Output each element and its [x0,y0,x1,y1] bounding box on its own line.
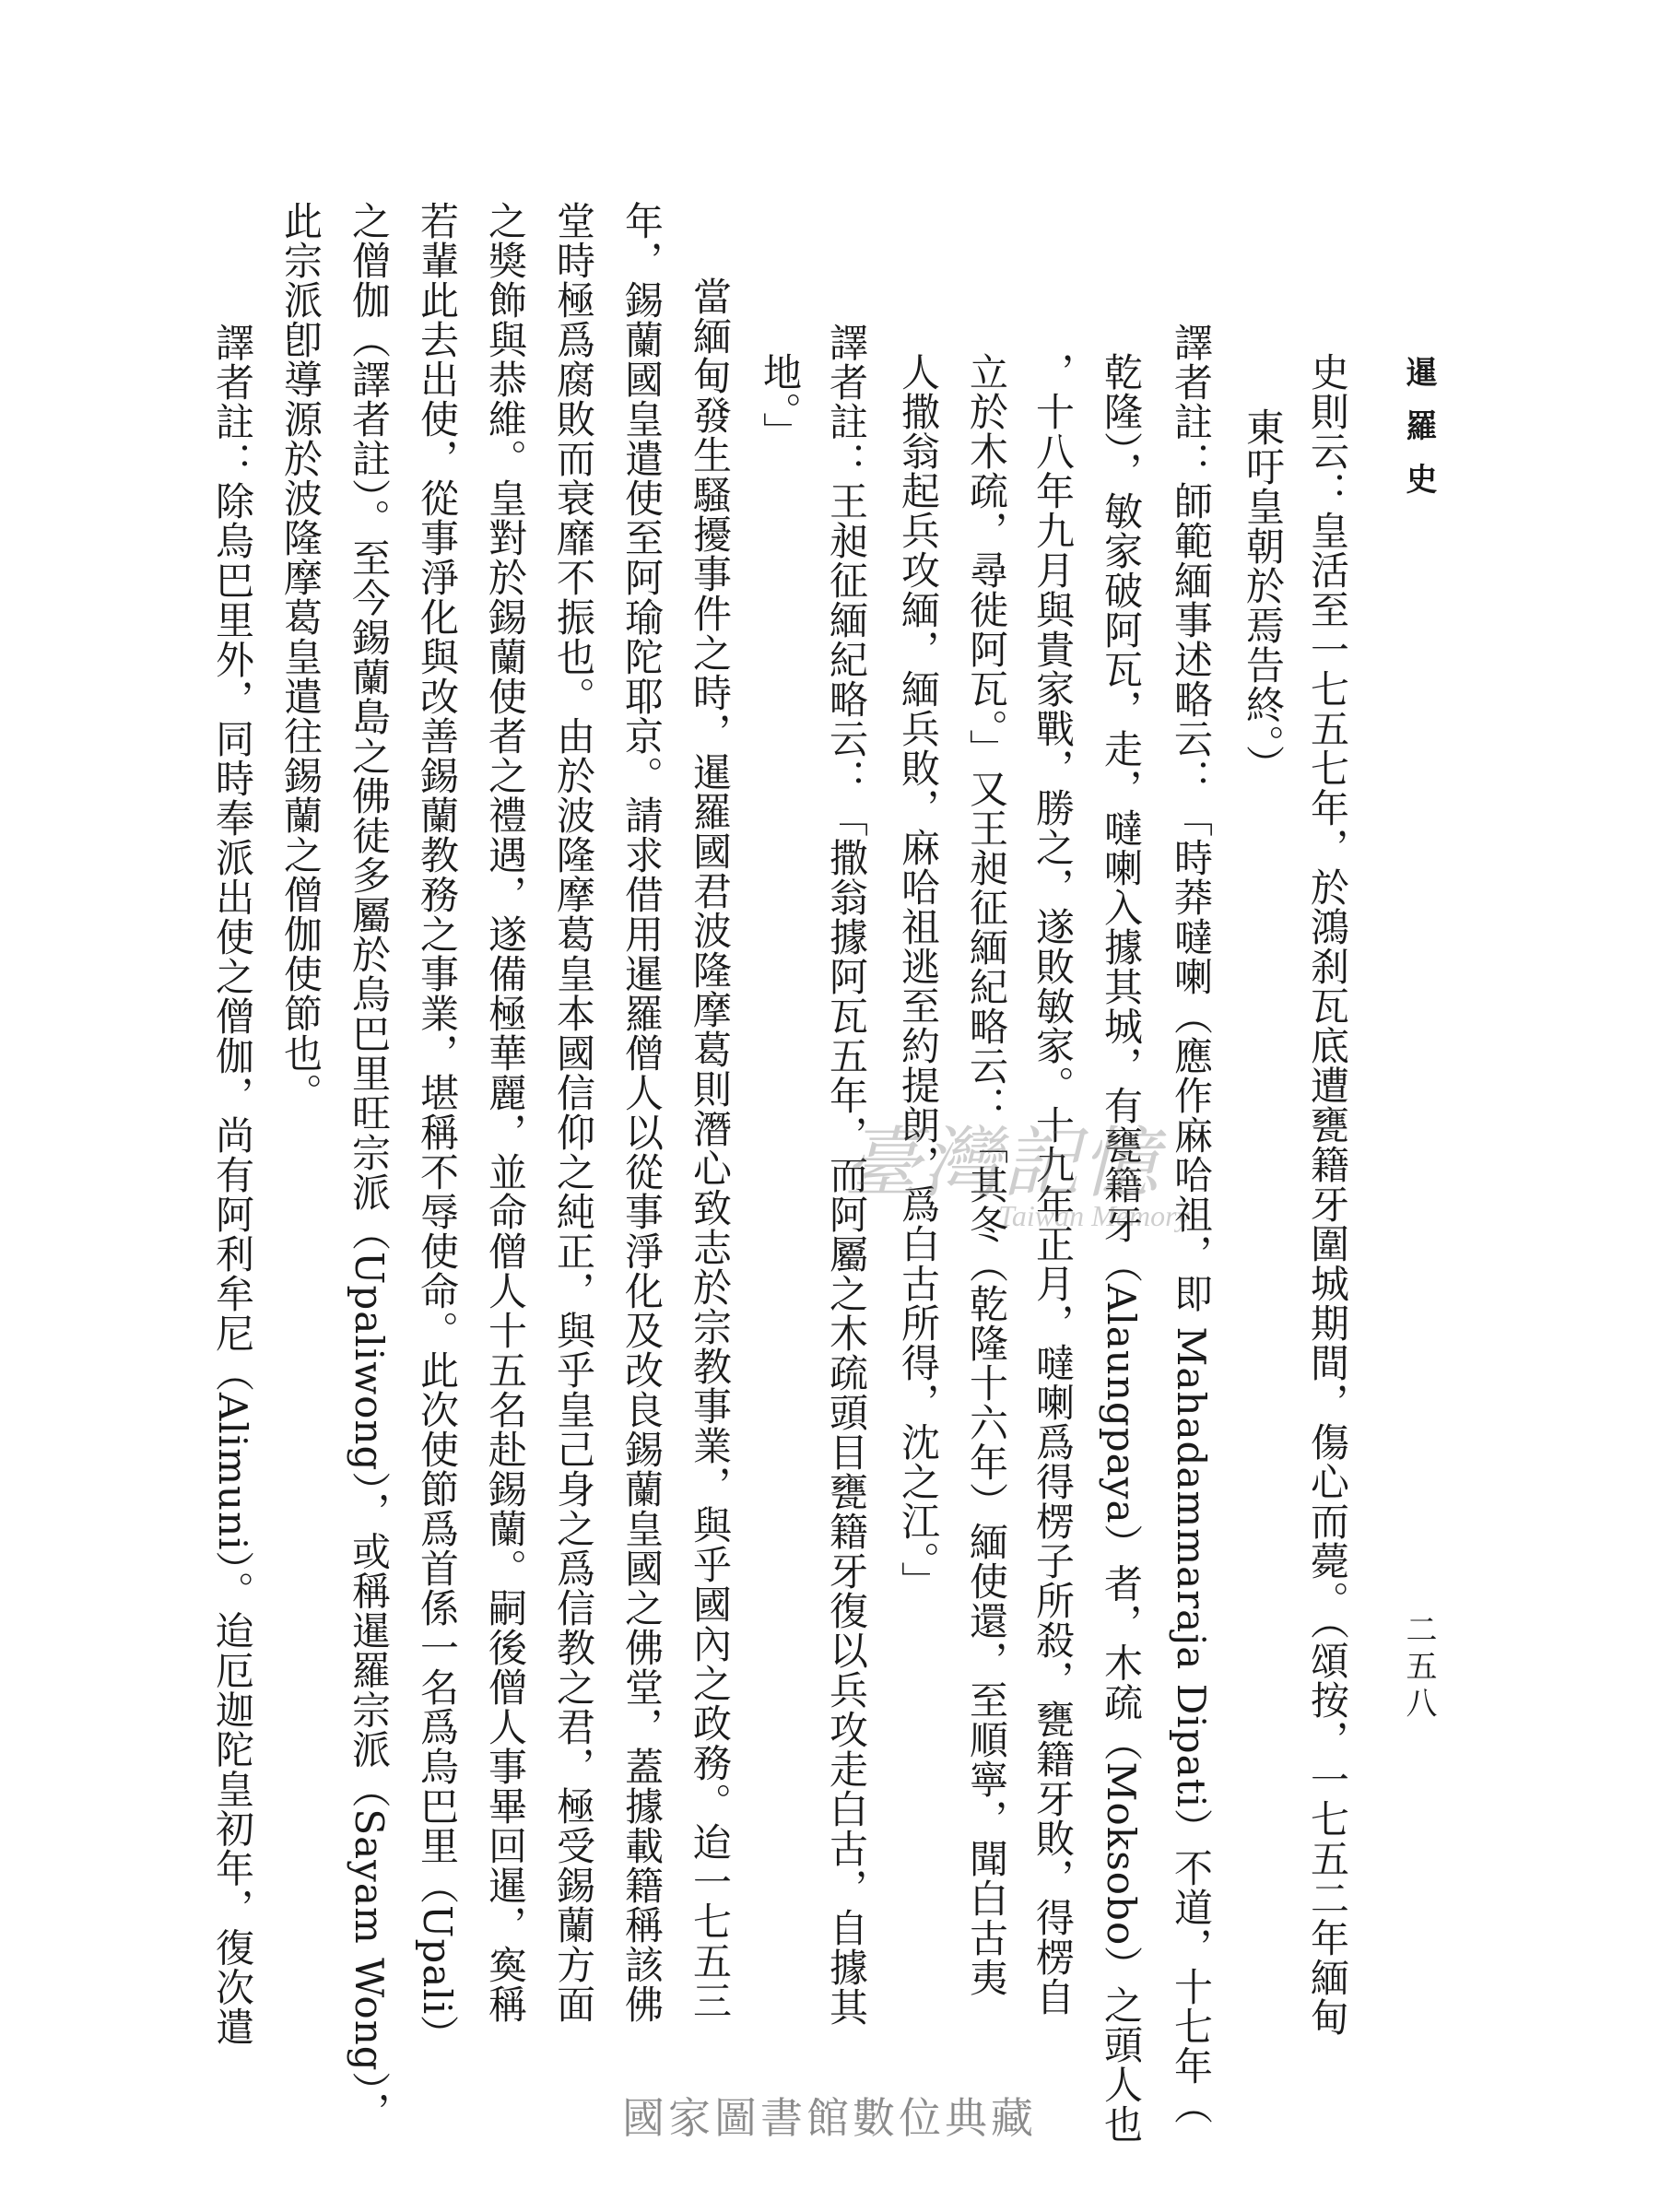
running-title: 暹羅史 [1400,356,1437,516]
text-column-14: 若輩此去出使，從事淨化與改善錫蘭教務之事業，堪稱不辱使命。此次使節爲首係一名爲烏巴里（Upali） [415,201,460,2055]
text-column-3: 譯者註：師範緬事述略云：「時莽噠喇（應作麻哈祖，即 Mahadammaraja Dipati）不道，十七年（ [1169,323,1214,2125]
text-column-5: ，十八年九月與貴家戰，勝之，遂敗敏家。十九年正月，噠喇爲得楞子所殺，甕籍牙敗，得楞自 [1030,352,1076,2017]
text-column-17: 譯者註：除烏巴里外，同時奉派出使之僧伽，尚有阿利牟尼（Alimuni）。迨厄迦陀皇初年，復次遣 [210,323,255,2047]
text-column-16: 此宗派卽導源於波隆摩葛皇遣往錫蘭之僧伽使節也。 [278,201,324,1112]
text-column-11: 年，錫蘭國皇遣使至阿瑜陀耶京。請求借用暹羅僧人以從事淨化及改良錫蘭皇國之佛堂，蓋據載籍稱該佛 [619,201,665,2024]
text-column-9: 地。」 [758,352,803,452]
text-column-2: 東吁皇朝於焉告終。） [1241,407,1286,784]
text-column-15: 之僧伽（譯者註）。至今錫蘭島之佛徒多屬於烏巴里旺宗派（Upaliwong），或稱暹羅宗派（Sayam Wong）， [347,201,392,2132]
page-number: 二五八 [1400,1613,1437,1724]
text-column-7: 人撒翁起兵攻緬，緬兵敗，麻哈祖逃至約提朗，爲白古所得，沈之江。」 [896,352,941,1601]
footer-stamp: 國家圖書館數位典藏 [622,2093,1037,2143]
watermark-english: Taiwan Memory [998,1199,1190,1232]
watermark [843,1101,1323,1263]
text-column-4: 乾隆），敏家破阿瓦，走，噠喇入據其城，有甕籍牙（Alaungpaya）者，木疏（Moksobo）之頭人也 [1099,352,1144,2145]
text-column-8: 譯者註：王昶征緬紀略云：「撒翁據阿瓦五年，而阿屬之木疏頭目甕籍牙復以兵攻走白古，自據其 [824,323,869,2027]
text-column-12: 堂時極爲腐敗而衰靡不振也。由於波隆摩葛皇本國信仰之純正，與乎皇己身之爲信教之君，極受錫蘭方面 [551,201,596,2024]
text-column-1: 史則云：皇活至一七五七年，於鴻刹瓦底遭甕籍牙圍城期間，傷心而薨。（頌按，一七五二年緬甸 [1305,352,1350,2037]
text-column-6: 立於木疏，尋徙阿瓦。」又王昶征緬紀略云：「其冬（乾隆十六年）緬使還，至順寧，聞白古夷 [964,352,1009,1997]
text-column-13: 之獎飾與恭維。皇對於錫蘭使者之禮遇，遂備極華麗，並命僧人十五名赴錫蘭。嗣後僧人事畢回暹，寏稱 [483,201,528,2024]
text-column-10: 當緬甸發生騷擾事件之時，暹羅國君波隆摩葛則潛心致志於宗教事業，與乎國內之政務。迨一七五三 [688,276,733,2020]
watermark-chinese: 臺灣記憶 [843,1118,1161,1208]
